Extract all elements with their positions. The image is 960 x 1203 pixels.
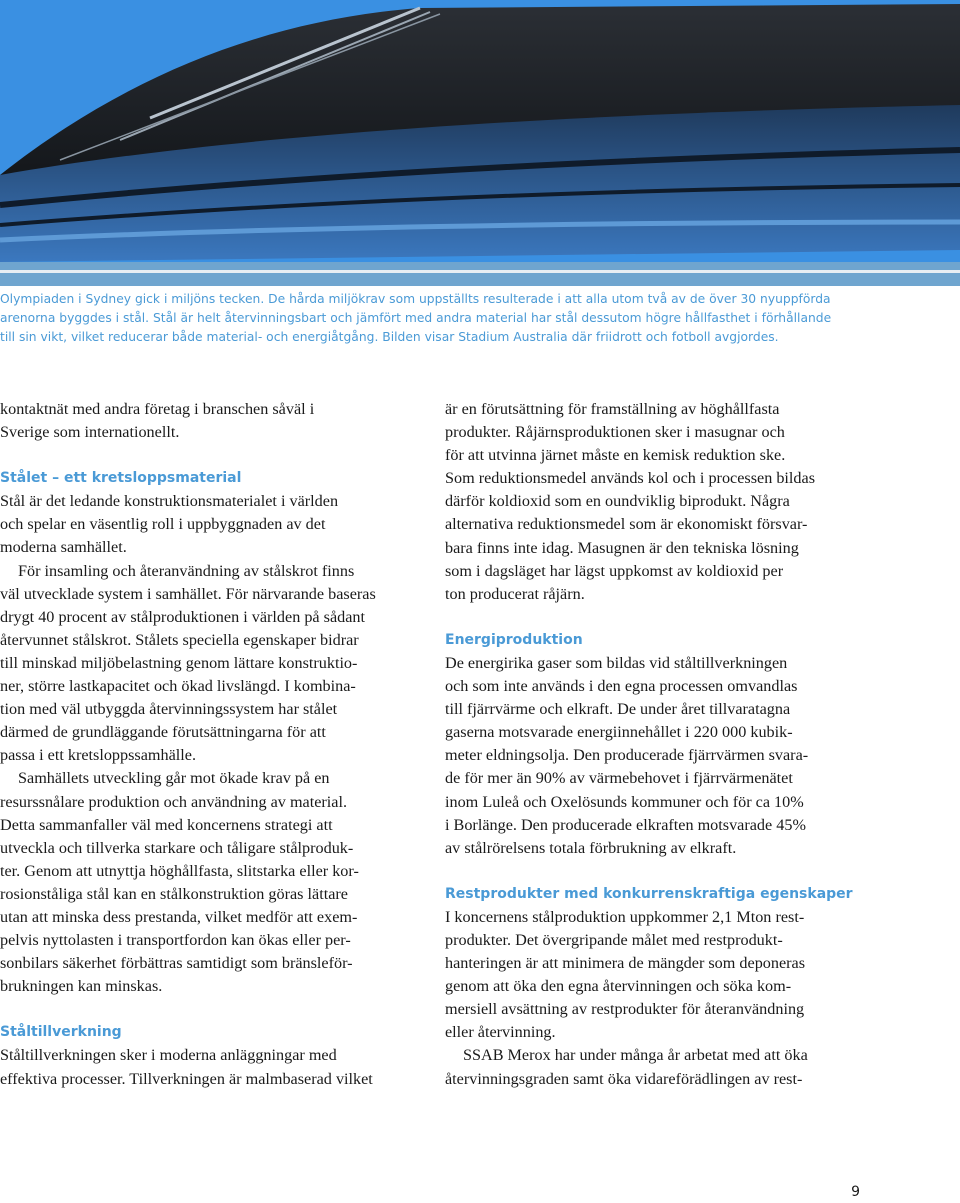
body-line: sonbilars säkerhet förbättras samtidigt som bränsleför- [0,954,353,973]
body-line: eller återvinning. [445,1023,556,1042]
body-line: produkter. Råjärnsproduktionen sker i masugnar och [445,423,785,442]
body-line: tion med väl utbyggda återvinningssystem har stålet [0,700,338,719]
body-line: För insamling och återanvändning av stålskrot finns [18,561,355,580]
left-column [0,398,420,1091]
body-line: produkter. Det övergripande målet med restprodukt- [445,930,783,949]
body-line: därmed de grundläggande förutsättningarna för att [0,723,326,742]
body-line: som i dagsläget har lägst uppkomst av koldioxid per [445,561,784,580]
body-line: ton producerat råjärn. [445,584,585,603]
body-line: bara finns inte idag. Masugnen är den tekniska lösning [445,538,799,557]
body-line: rosionståliga stål kan en stålkonstruktion göras lättare [0,884,348,903]
body-line: och som inte används i den egna processen omvandlas [445,677,798,696]
body-line: återvinningsgraden samt öka vidareförädlingen av rest- [445,1069,803,1088]
body-line: för att utvinna järnet måste en kemisk reduktion ske. [445,446,786,465]
body-line: till minskad miljöbelastning genom lättare konstruktio- [0,653,358,672]
section-heading: Restprodukter med konkurrenskraftiga egenskaper [445,885,853,902]
section-heading: Ståltillverkning [0,1024,122,1041]
section-heading: Energiproduktion [445,631,583,648]
body-line: ter. Genom att utnyttja höghållfasta, slitstarka eller kor- [0,861,359,880]
body-line: ner, större lastkapacitet och ökad livslängd. I kombina- [0,677,356,696]
body-line: SSAB Merox har under många år arbetat med att öka [463,1046,808,1065]
stadium-photo [0,0,960,286]
body-line: väl utvecklade system i samhället. För närvarande baseras [0,584,376,603]
page-number: 9 [851,1184,860,1200]
body-line: resurssnålare produktion och användning av material. [0,792,348,811]
body-line: genom att öka den egna återvinningen och söka kom- [445,977,792,996]
body-line: i Borlänge. Den producerade elkraften motsvarade 45% [445,815,806,834]
body-line: hanteringen är att minimera de mängder som deponeras [445,954,806,973]
body-line: inom Luleå och Oxelösunds kommuner och för ca 10% [445,792,804,811]
body-line: Sverige som internationellt. [0,423,180,442]
body-line: Som reduktionsmedel används kol och i processen bildas [445,469,815,488]
body-line: mersiell avsättning av restprodukter för återanvändning [445,1000,805,1019]
right-column [445,398,865,1091]
body-line: utan att minska dess prestanda, vilket medför att exem- [0,907,358,926]
body-line: I koncernens stålproduktion uppkommer 2,1 Mton rest- [445,907,805,926]
body-line: återvunnet stålskrot. Stålets speciella egenskaper bidrar [0,630,359,649]
body-line: brukningen kan minskas. [0,977,163,996]
body-line: drygt 40 procent av stålproduktionen i världen på sådant [0,607,366,626]
body-line: Detta sammanfaller väl med koncernens strategi att [0,815,333,834]
stadium-illustration [0,0,960,286]
body-line: de för mer än 90% av värmebehovet i fjärrvärmenätet [445,769,793,788]
body-line: pelvis nyttolasten i transportfordon kan ökas eller per- [0,931,351,950]
body-line: gaserna motsvarade energiinnehållet i 220 000 kubik- [445,723,793,742]
photo-caption [0,290,960,347]
body-line: meter eldningsolja. Den producerade fjärrvärmen svara- [445,746,809,765]
body-line: till fjärrvärme och elkraft. De under året tillvaratagna [445,700,791,719]
body-line: kontaktnät med andra företag i branschen såväl i [0,400,315,418]
body-line: Samhällets utveckling går mot ökade krav på en [18,769,330,788]
body-line: effektiva processer. Tillverkningen är malmbaserad vilket [0,1069,373,1088]
body-line: Ståltillverkningen sker i moderna anläggningar med [0,1046,337,1065]
caption-line: till sin vikt, vilket reducerar både material- och energiåtgång. Bilden visar Stadium Australia där friidrott och fotboll avgjordes. [0,330,779,344]
body-line: De energirika gaser som bildas vid ståltillverkningen [445,653,788,672]
body-line: därför koldioxid som en oundviklig biprodukt. Några [445,492,790,511]
body-line: av stålrörelsens totala förbrukning av elkraft. [445,838,737,857]
body-line: Stål är det ledande konstruktionsmaterialet i världen [0,492,339,511]
body-line: passa i ett kretsloppssamhälle. [0,746,197,765]
body-line: och spelar en väsentlig roll i uppbyggnaden av det [0,515,326,534]
body-line: moderna samhället. [0,538,127,557]
body-line: är en förutsättning för framställning av höghållfasta [445,400,780,418]
body-line: utveckla och tillverka starkare och tåligare stålproduk- [0,838,354,857]
caption-line: Olympiaden i Sydney gick i miljöns tecken. De hårda miljökrav som uppställts resulterade i att alla utom två av de över 30 nyuppförda [0,292,831,306]
caption-line: arenorna byggdes i stål. Stål är helt återvinningsbart och jämfört med andra material har stål dessutom högre hållfasthet i förhållande [0,311,832,325]
section-heading: Stålet – ett kretsloppsmaterial [0,470,242,487]
body-line: alternativa reduktionsmedel som är ekonomiskt försvar- [445,515,808,534]
